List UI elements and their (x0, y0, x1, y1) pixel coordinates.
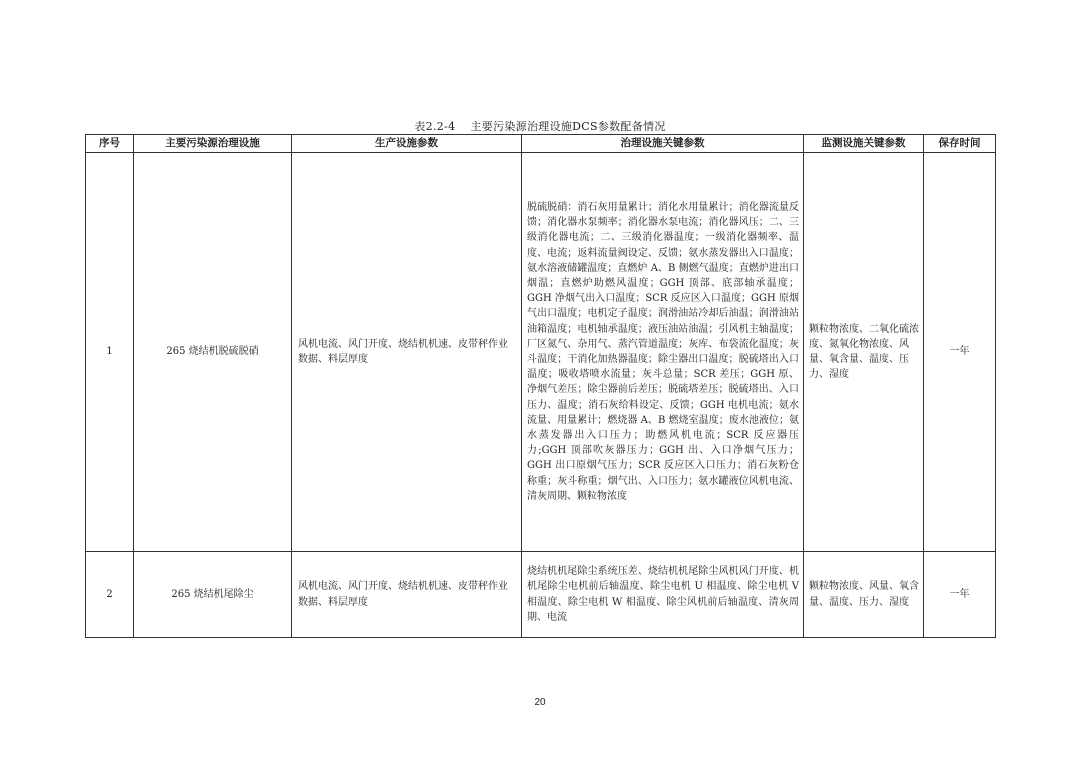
row-production-params: 风机电流、风门开度、烧结机机速、皮带秤作业数据、料层厚度 (292, 552, 522, 638)
row-key-params: 烧结机机尾除尘系统压差、烧结机机尾除尘风机风门开度、机机尾除尘电机前后轴温度、除尘电机 U 相温度、除尘电机 V 相温度、除尘电机 W 相温度、除尘风机前后轴温度、清灰周期、电流 (522, 552, 804, 638)
row-key-params: 脱硫脱硝：消石灰用量累计；消化水用量累计；消化器流量反馈；消化器水泵频率；消化器水泵电流；消化器风压；二、三级消化器电流；二、三级消化器温度；一级消化器频率、温度、电流；返料流量阀设定、反馈；氨水蒸发器出入口温度；氨水溶液储罐温度；直燃炉 A、B 侧燃气温度；直燃炉进出口烟温；直燃炉助燃风温度；GGH 顶部、底部轴承温度；GGH 净烟气出入口温度；SCR 反应区入口温度；GGH 原烟气出口温度；电机定子温度；润滑油站冷却后油温；润滑油站油箱温度；电机轴承温度；液压油站油温；引风机主轴温度；厂区氮气、杂用气、蒸汽管道温度；灰库、布袋流化温度；灰斗温度；干消化加热器温度；除尘器出口温度；脱硫塔出入口温度；吸收塔喷水流量；灰斗总量；SCR 差压；GGH 原、净烟气差压；除尘器前后差压；脱硫塔差压；脱硫塔出、入口压力、温度；消石灰给料设定、反馈；GGH 电机电流；氨水流量、用量累计；燃烧器 A、B 燃烧室温度；废水池液位；氨水蒸发器出入口压力；助燃风机电流；SCR 反应器压力;GGH 顶部吹灰器压力；GGH 出、入口净烟气压力；GGH 出口原烟气压力；SCR 反应区入口压力；消石灰粉仓称重；灰斗称重；烟气出、入口压力；氨水罐液位风机电流、清灰周期、颗粒物浓度 (522, 153, 804, 552)
table-row (86, 153, 996, 552)
table-row (86, 552, 996, 638)
header-production: 生产设施参数 (292, 135, 522, 153)
table-caption: 表2.2-4 主要污染源治理设施DCS参数配备情况 (414, 120, 666, 133)
page-number: 20 (534, 697, 546, 708)
header-no: 序号 (86, 135, 134, 153)
row-monitoring-params: 颗粒物浓度、风量、氧含量、温度、压力、湿度 (804, 552, 924, 638)
header-retention: 保存时间 (924, 135, 996, 153)
row-facility: 265 烧结机脱硫脱硝 (134, 153, 292, 552)
row-retention: 一年 (924, 552, 996, 638)
header-facility: 主要污染源治理设施 (134, 135, 292, 153)
table-header-row (86, 135, 996, 153)
row-facility: 265 烧结机尾除尘 (134, 552, 292, 638)
row-no: 2 (86, 552, 134, 638)
row-no: 1 (86, 153, 134, 552)
row-production-params: 风机电流、风门开度、烧结机机速、皮带秤作业数据、料层厚度 (292, 153, 522, 552)
row-monitoring-params: 颗粒物浓度、二氧化硫浓度、氮氧化物浓度、风量、氧含量、温度、压力、湿度 (804, 153, 924, 552)
header-key-params: 治理设施关键参数 (522, 135, 804, 153)
header-monitoring: 监测设施关键参数 (804, 135, 924, 153)
row-retention: 一年 (924, 153, 996, 552)
dcs-parameter-table (85, 134, 996, 638)
